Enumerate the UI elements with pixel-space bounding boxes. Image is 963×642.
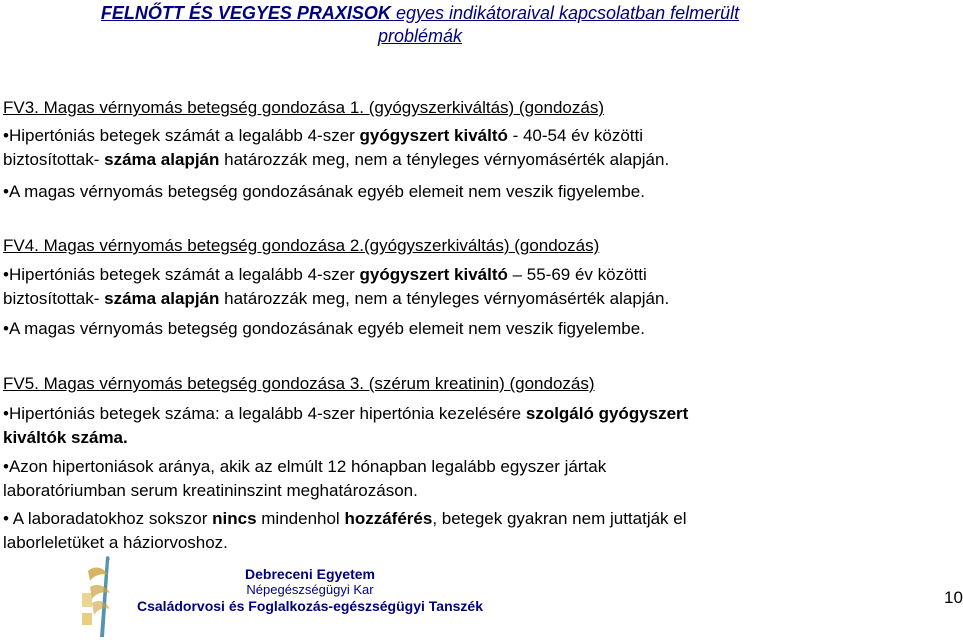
fv4-bullet-1-line-2: biztosítottak- száma alapján határozzák meg, nem a tényleges vérnyomásérték alapján.	[3, 289, 670, 308]
fv5-heading: FV5. Magas vérnyomás betegség gondozása 3. (szérum kreatinin) (gondozás)	[3, 374, 595, 393]
page-title-rest: egyes indikátoraival kapcsolatban felmerült problémák	[377, 3, 740, 46]
footer-university: Debreceni Egyetem	[245, 566, 375, 582]
fv3-bullet-2: •A magas vérnyomás betegség gondozásának egyéb elemeit nem veszik figyelembe.	[3, 182, 645, 201]
fv5-bullet-3-line-1: • A laboradatokhoz sokszor nincs mindenhol hozzáférés, betegek gyakran nem juttatják el	[3, 509, 687, 528]
page-title	[60, 2, 780, 48]
fv4-heading: FV4. Magas vérnyomás betegség gondozása 2.(gyógyszerkiváltás) (gondozás)	[3, 236, 600, 255]
fv5-bullet-3-line-2: laborleletüket a háziorvoshoz.	[3, 533, 228, 552]
fv5-bullet-1-line-2: kiváltók száma.	[3, 428, 128, 447]
fv5-bullet-2-line-2: laboratóriumban serum kreatininszint meghatározáson.	[3, 481, 418, 500]
footer-department: Családorvosi és Foglalkozás-egészségügyi Tanszék	[137, 598, 483, 614]
page-title-bold: FELNŐTT ÉS VEGYES PRAXISOK	[100, 3, 391, 23]
fv4-bullet-2: •A magas vérnyomás betegség gondozásának egyéb elemeit nem veszik figyelembe.	[3, 319, 645, 338]
footer-faculty: Népegészségügyi Kar	[246, 582, 374, 597]
fv5-bullet-1-line-1: •Hipertóniás betegek száma: a legalább 4-szer hipertónia kezelésére szolgáló gyógyszert	[3, 404, 689, 423]
page-number: 10	[944, 588, 963, 607]
fv3-bullet-1-line-2: biztosítottak- száma alapján határozzák meg, nem a tényleges vérnyomásérték alapján.	[3, 150, 670, 169]
fv5-bullet-2-line-1: •Azon hipertoniások aránya, akik az elmúlt 12 hónapban legalább egyszer jártak	[3, 457, 607, 476]
fv3-heading: FV3. Magas vérnyomás betegség gondozása 1. (gyógyszerkiváltás) (gondozás)	[3, 98, 604, 117]
footer	[110, 566, 510, 614]
fv4-bullet-1-line-1: •Hipertóniás betegek számát a legalább 4-szer gyógyszert kiváltó – 55-69 év közötti	[3, 265, 647, 284]
fv3-bullet-1-line-1: •Hipertóniás betegek számát a legalább 4-szer gyógyszert kiváltó - 40-54 év közötti	[3, 126, 643, 145]
